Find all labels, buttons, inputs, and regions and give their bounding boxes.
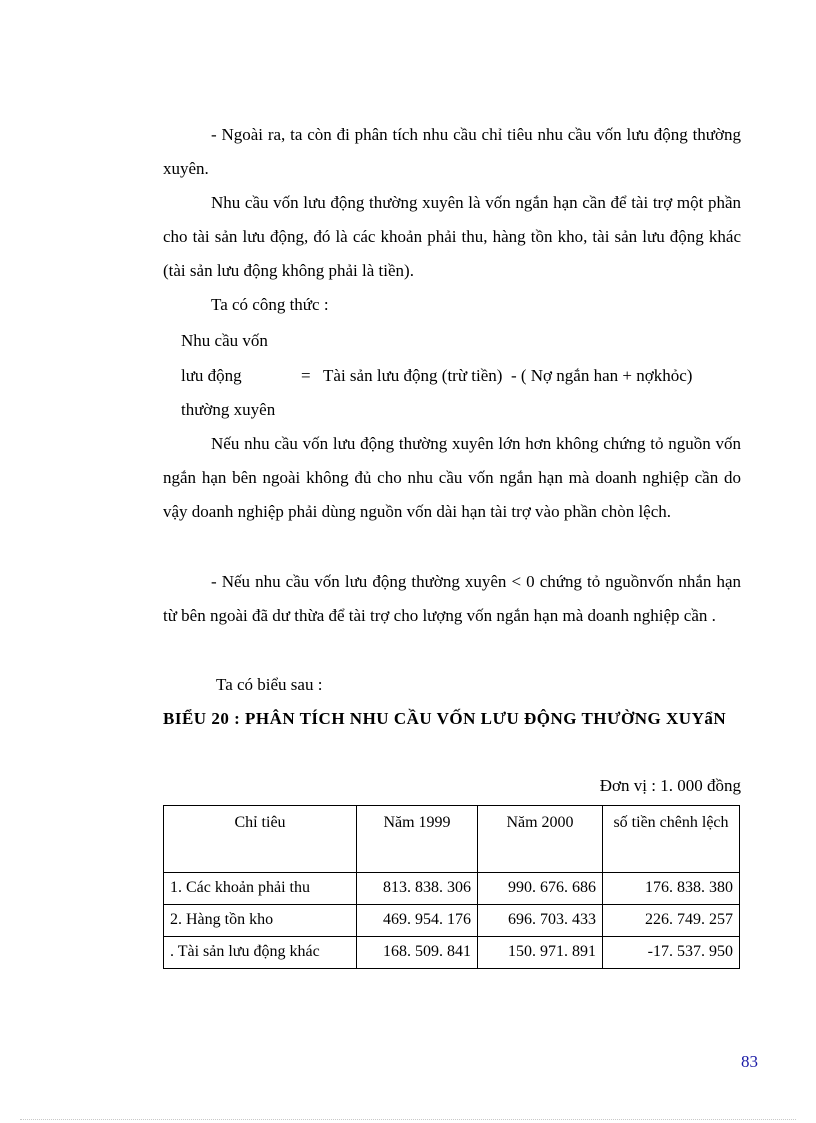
paragraph-formula-intro: Ta có công thức : <box>211 295 329 314</box>
cell-value: 150. 971. 891 <box>478 937 603 969</box>
header-year-2000: Năm 2000 <box>478 806 603 873</box>
header-year-1999: Năm 1999 <box>357 806 478 873</box>
cell-value: 469. 954. 176 <box>357 905 478 937</box>
table-row <box>164 937 740 969</box>
row-label: . Tài sản lưu động khác <box>164 937 357 969</box>
cell-value: -17. 537. 950 <box>603 937 740 969</box>
row-label: 2. Hàng tồn kho <box>164 905 357 937</box>
page-divider <box>20 1119 796 1120</box>
cell-value: 990. 676. 686 <box>478 873 603 905</box>
table-row <box>164 905 740 937</box>
table-title: BIỂU 20 : PHÂN TÍCH NHU CẦU VỐN LƯU ĐỘNG THƯỜNG XUYẩN <box>163 709 727 728</box>
paragraph-definition: Nhu cầu vốn lưu động thường xuyên là vốn ngắn hạn cần để tài trợ một phần cho tài sản lưu động, đó là các khoản phải thu, hàng tồn kho, tài sản lưu động khác (tài sản lưu động không phải là tiền). <box>163 193 741 280</box>
cell-value: 176. 838. 380 <box>603 873 740 905</box>
table-header-row <box>164 806 740 873</box>
formula-left-line3: thường xuyên <box>181 400 276 419</box>
paragraph-intro: - Ngoài ra, ta còn đi phân tích nhu cầu chỉ tiêu nhu cầu vốn lưu động thường xuyên. <box>163 125 741 178</box>
header-difference: số tiền chênh lệch <box>603 806 740 873</box>
table-row <box>164 873 740 905</box>
header-criteria: Chỉ tiêu <box>164 806 357 873</box>
paragraph-positive-case: Nếu nhu cầu vốn lưu động thường xuyên lớn hơn không chứng tỏ nguồn vốn ngắn hạn bên ngoài không đủ cho nhu cầu vốn ngắn hạn mà doanh nghiệp cần do vậy doanh nghiệp phải dùng nguồn vốn dài hạn tài trợ vào phần chòn lệch. <box>163 434 741 521</box>
analysis-table <box>163 805 740 969</box>
paragraph-table-intro: Ta có biểu sau : <box>216 675 323 694</box>
formula-left-line2: lưu động <box>181 366 242 385</box>
formula-left-line1: Nhu cầu vốn <box>181 331 268 350</box>
cell-value: 696. 703. 433 <box>478 905 603 937</box>
row-label: 1. Các khoản phải thu <box>164 873 357 905</box>
cell-value: 168. 509. 841 <box>357 937 478 969</box>
formula-right: = Tài sản lưu động (trừ tiền) - ( Nợ ngắn han + nợkhỏc) <box>301 366 693 385</box>
paragraph-negative-case: - Nếu nhu cầu vốn lưu động thường xuyên < 0 chứng tỏ nguồnvốn nhắn hạn từ bên ngoài đã dư thừa để tài trợ cho lượng vốn ngắn hạn mà doanh nghiệp cần . <box>163 572 741 625</box>
unit-label: Đơn vị : 1. 000 đồng <box>599 776 741 795</box>
cell-value: 813. 838. 306 <box>357 873 478 905</box>
cell-value: 226. 749. 257 <box>603 905 740 937</box>
page-number: 83 <box>741 1052 758 1071</box>
